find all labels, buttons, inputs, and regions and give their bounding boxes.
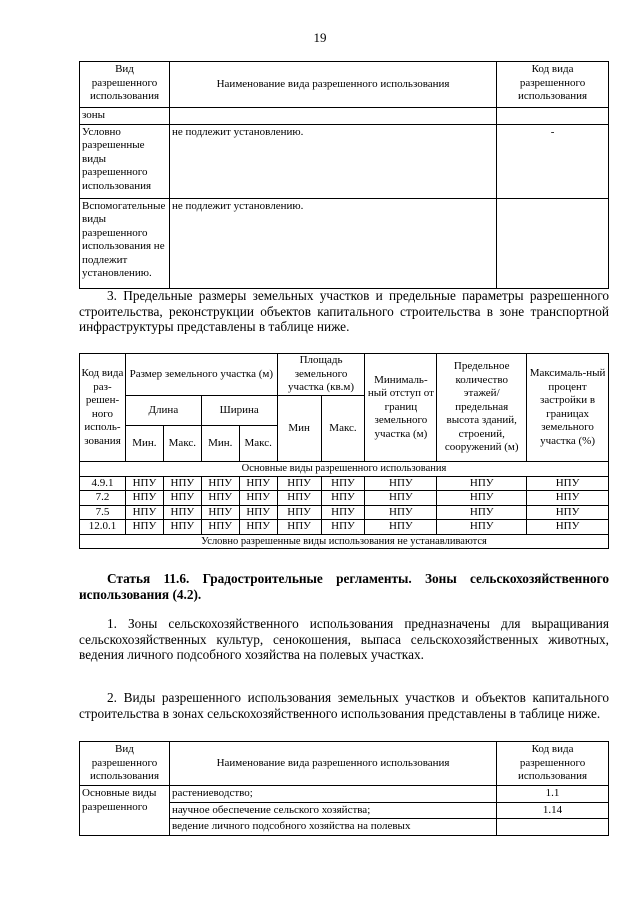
- section-3-paragraph: 3. Предельные размеры земельных участков и предельные параметры разрешенного строительства, реконструкции объектов капитального строительства в зоне транспортной инфраструктуры представлены в таблице ниже.: [79, 288, 609, 334]
- table-cell: [169, 108, 496, 125]
- table-cell: НПУ: [321, 491, 365, 506]
- paragraph-1: 1. Зоны сельскохозяйственного использования предназначены для выращивания сельскохозяйственных культур, сенокошения, выпаса сельскохозяйственных животных, ведения личного подсобного хозяйства на полевых участках.: [79, 616, 609, 662]
- header-use-code: Код вида разрешенного использования: [497, 62, 609, 108]
- table-cell: НПУ: [527, 476, 609, 491]
- limits-table: [79, 353, 609, 549]
- header-use-code: Код вида разрешенного использования: [497, 742, 609, 786]
- header-setback: Минималь-ный отступ от границ земельного участка (м): [365, 354, 437, 462]
- table-cell: НПУ: [239, 505, 277, 520]
- header-length-min: Мин.: [125, 426, 163, 462]
- row-code: 7.5: [80, 505, 126, 520]
- table-cell: НПУ: [277, 491, 321, 506]
- table-cell: НПУ: [277, 520, 321, 535]
- header-area-min: Мин: [277, 396, 321, 462]
- table-cell: НПУ: [437, 476, 527, 491]
- table-cell: НПУ: [125, 520, 163, 535]
- header-width-min: Мин.: [201, 426, 239, 462]
- table-cell: НПУ: [163, 476, 201, 491]
- row-code: 7.2: [80, 491, 126, 506]
- table-cell: не подлежит установлению.: [169, 198, 496, 288]
- table-cell: [497, 108, 609, 125]
- table-cell: НПУ: [239, 476, 277, 491]
- table-cell: НПУ: [277, 476, 321, 491]
- table-cell: НПУ: [163, 520, 201, 535]
- table-cell: зоны: [80, 108, 170, 125]
- table-cell: не подлежит установлению.: [169, 124, 496, 198]
- table-cell: НПУ: [365, 491, 437, 506]
- header-code: Код вида раз-решен-ного исполь-зования: [80, 354, 126, 462]
- paragraph-2: 2. Виды разрешенного использования земельных участков и объектов капитального строительства в зонах сельскохозяйственного использования представлены в таблице ниже.: [79, 690, 609, 721]
- table-cell: НПУ: [321, 505, 365, 520]
- table-cell: НПУ: [527, 505, 609, 520]
- header-width-max: Макс.: [239, 426, 277, 462]
- table-cell: Условно разрешенные виды разрешенного использования: [80, 124, 170, 198]
- header-use-type: Вид разрешенного использования: [80, 62, 170, 108]
- table-cell: НПУ: [365, 476, 437, 491]
- agricultural-use-table: [79, 741, 609, 836]
- table-cell: НПУ: [201, 476, 239, 491]
- table-cell: НПУ: [321, 520, 365, 535]
- table-cell: НПУ: [125, 476, 163, 491]
- header-use-name: Наименование вида разрешенного использования: [169, 62, 496, 108]
- page-number: 19: [313, 30, 327, 45]
- article-heading: Статья 11.6. Градостроительные регламенты. Зоны сельскохозяйственного использования (4.2).: [79, 571, 609, 602]
- section-main-uses: Основные виды разрешенного использования: [80, 462, 609, 477]
- table-cell: НПУ: [201, 491, 239, 506]
- use-name: ведение личного подсобного хозяйства на полевых: [169, 819, 496, 836]
- permitted-use-table-continued: [79, 61, 609, 289]
- table-cell: Вспомогательные виды разрешенного использования не подлежит установлению.: [80, 198, 170, 288]
- header-area: Площадь земельного участка (кв.м): [277, 354, 365, 396]
- group-main-uses: Основные виды разрешенного: [80, 786, 170, 836]
- use-code: 1.14: [497, 802, 609, 819]
- header-length: Длина: [125, 396, 201, 426]
- table-cell: НПУ: [125, 505, 163, 520]
- header-length-max: Макс.: [163, 426, 201, 462]
- header-use-name: Наименование вида разрешенного использования: [169, 742, 496, 786]
- table-cell: НПУ: [163, 491, 201, 506]
- use-code: 1.1: [497, 786, 609, 803]
- header-area-max: Макс.: [321, 396, 365, 462]
- table-cell: НПУ: [201, 520, 239, 535]
- table-cell: НПУ: [527, 491, 609, 506]
- header-floors: Предельное количество этажей/ предельная высота зданий, строений, сооружений (м): [437, 354, 527, 462]
- use-name: научное обеспечение сельского хозяйства;: [169, 802, 496, 819]
- section-conditional-uses: Условно разрешенные виды использования не устанавливаются: [80, 534, 609, 549]
- table-cell: НПУ: [239, 491, 277, 506]
- table-cell: НПУ: [239, 520, 277, 535]
- table-cell: -: [497, 124, 609, 198]
- table-cell: НПУ: [437, 520, 527, 535]
- table-cell: НПУ: [365, 505, 437, 520]
- use-code: [497, 819, 609, 836]
- table-cell: НПУ: [437, 491, 527, 506]
- header-use-type: Вид разрешенного использования: [80, 742, 170, 786]
- table-cell: НПУ: [527, 520, 609, 535]
- table-cell: НПУ: [437, 505, 527, 520]
- table-cell: [497, 198, 609, 288]
- header-size: Размер земельного участка (м): [125, 354, 277, 396]
- table-cell: НПУ: [277, 505, 321, 520]
- table-cell: НПУ: [201, 505, 239, 520]
- row-code: 4.9.1: [80, 476, 126, 491]
- table-cell: НПУ: [125, 491, 163, 506]
- table-cell: НПУ: [163, 505, 201, 520]
- use-name: растениеводство;: [169, 786, 496, 803]
- header-width: Ширина: [201, 396, 277, 426]
- row-code: 12.0.1: [80, 520, 126, 535]
- header-coverage: Максималь-ный процент застройки в границах земельного участка (%): [527, 354, 609, 462]
- table-cell: НПУ: [321, 476, 365, 491]
- table-cell: НПУ: [365, 520, 437, 535]
